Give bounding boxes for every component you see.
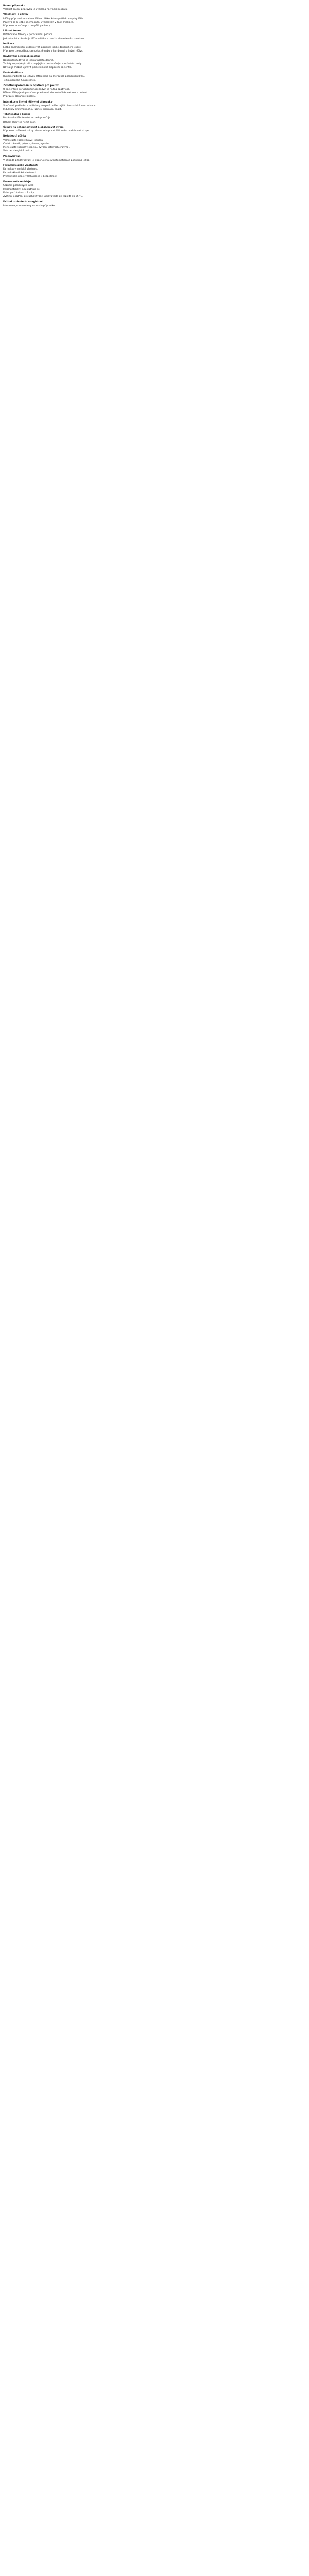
section-text-line: Přípravek může mít mírný vliv na schopnost řídit nebo obsluhovat stroje.	[3, 130, 90, 133]
document-section	[3, 55, 306, 70]
document-section	[3, 43, 306, 54]
document-section	[3, 84, 306, 99]
document-section	[3, 101, 306, 112]
document-section	[3, 164, 306, 179]
section-heading: Léková forma	[3, 30, 22, 33]
section-text-line: Léčivý přípravek obsahuje léčivou látku, která patří do skupiny léčiv...	[3, 17, 86, 20]
document-section	[3, 135, 306, 153]
section-text-line: Potahované tablety k perorálnímu podání.	[3, 33, 53, 37]
section-text-line: Podávání v těhotenství se nedoporučuje.	[3, 117, 52, 120]
section-text-line: Seznam pomocných látek	[3, 184, 34, 187]
section-text-line: Léčba onemocnění u dospělých pacientů podle doporučení lékaře.	[3, 46, 82, 49]
section-text-line: Těžká porucha funkce jater.	[3, 79, 36, 82]
section-text-line: Časté: závratě, průjem, únava, vyrážka.	[3, 142, 50, 145]
section-text-line: Hypersenzitivita na léčivou látku nebo na kteroukoli pomocnou látku.	[3, 75, 85, 78]
section-text-line: Přípravek je určen pro dospělé pacienty.	[3, 25, 51, 28]
section-heading: Indikace	[3, 42, 14, 45]
document-section	[3, 13, 306, 28]
section-text-line: Doba použitelnosti: 3 roky.	[3, 192, 35, 195]
section-text-line: Během léčby je doporučeno pravidelné sledování laboratorních hodnot.	[3, 92, 88, 95]
section-heading: Nežádoucí účinky	[3, 135, 27, 138]
section-heading: Těhotenství a kojení	[3, 113, 30, 116]
section-text-line: Přípravek lze podávat samostatně nebo v kombinaci s jinými léčivy.	[3, 50, 83, 53]
section-text-line: Farmakokinetické vlastnosti	[3, 172, 36, 175]
section-text-line: Inkompatibility: neuplatňuje se.	[3, 188, 41, 191]
section-heading: Dávkování a způsob podání	[3, 55, 40, 58]
section-text-line: Jedna tableta obsahuje léčivou látku v množství uvedeném na obalu.	[3, 37, 85, 40]
section-text-line: Induktory enzymů mohou účinek přípravku snížit.	[3, 108, 62, 111]
document-section	[3, 5, 306, 11]
document-section	[3, 30, 306, 41]
section-text-line: Zvláštní opatření pro uchovávání: uchovávejte při teplotě do 25 °C.	[3, 195, 83, 198]
section-text-line: Přípravek obsahuje laktosu.	[3, 95, 36, 98]
section-text-line: Dávku je možné upravit podle klinické odpovědi pacienta.	[3, 66, 72, 70]
document-page	[0, 0, 309, 212]
section-heading: Držitel rozhodnutí o registraci	[3, 200, 44, 204]
document-section	[3, 72, 306, 82]
section-text-line: Předklinické údaje vztahující se k bezpečnosti	[3, 175, 57, 178]
section-text-line: Velikost balení přípravku je uvedena na vnějším obalu.	[3, 8, 68, 11]
section-heading: Zvláštní upozornění a opatření pro použití	[3, 84, 60, 87]
section-text-line: Vzácné: alergické reakce.	[3, 150, 33, 153]
section-text-line: Používá se k léčbě onemocnění uvedených v části Indikace.	[3, 21, 74, 24]
section-heading: Interakce s jinými léčivými přípravky	[3, 100, 53, 104]
section-text-line: V případě předávkování je doporučena symptomatická a podpůrná léčba.	[3, 159, 90, 162]
section-text-line: U pacientů s poruchou funkce ledvin je nutná opatrnost.	[3, 88, 70, 91]
section-heading: Účinky na schopnost řídit a obsluhovat stroje	[3, 126, 64, 129]
section-text-line: Velmi časté: bolest hlavy, nauzea.	[3, 139, 44, 142]
section-heading: Farmaceutické údaje	[3, 180, 31, 183]
section-heading: Kontraindikace	[3, 72, 24, 75]
document-section	[3, 126, 306, 133]
document-section	[3, 201, 306, 208]
section-heading: Vlastnosti a účinky	[3, 13, 29, 16]
section-text-line: Tablety se polykají celé a zapíjejí se dostatečným množstvím vody.	[3, 62, 82, 65]
document-section	[3, 181, 306, 199]
document-section	[3, 155, 306, 162]
section-text-line: Současné podávání s inhibitory enzymů může zvýšit plazmatické koncentrace.	[3, 104, 96, 107]
section-heading: Farmakologické vlastnosti	[3, 164, 38, 167]
section-text-line: Méně časté: poruchy spánku, zvýšení jaterních enzymů.	[3, 146, 70, 149]
section-heading: Balení přípravku	[3, 5, 25, 7]
document-section	[3, 113, 306, 124]
section-heading: Předávkování	[3, 155, 22, 158]
section-text-line: Informace jsou uvedeny na obalu přípravku.	[3, 204, 56, 207]
section-text-line: Během léčby se nemá kojit.	[3, 121, 36, 124]
section-text-line: Doporučená dávka je jedna tableta denně.	[3, 59, 54, 62]
section-text-line: Farmakodynamické vlastnosti	[3, 167, 39, 171]
